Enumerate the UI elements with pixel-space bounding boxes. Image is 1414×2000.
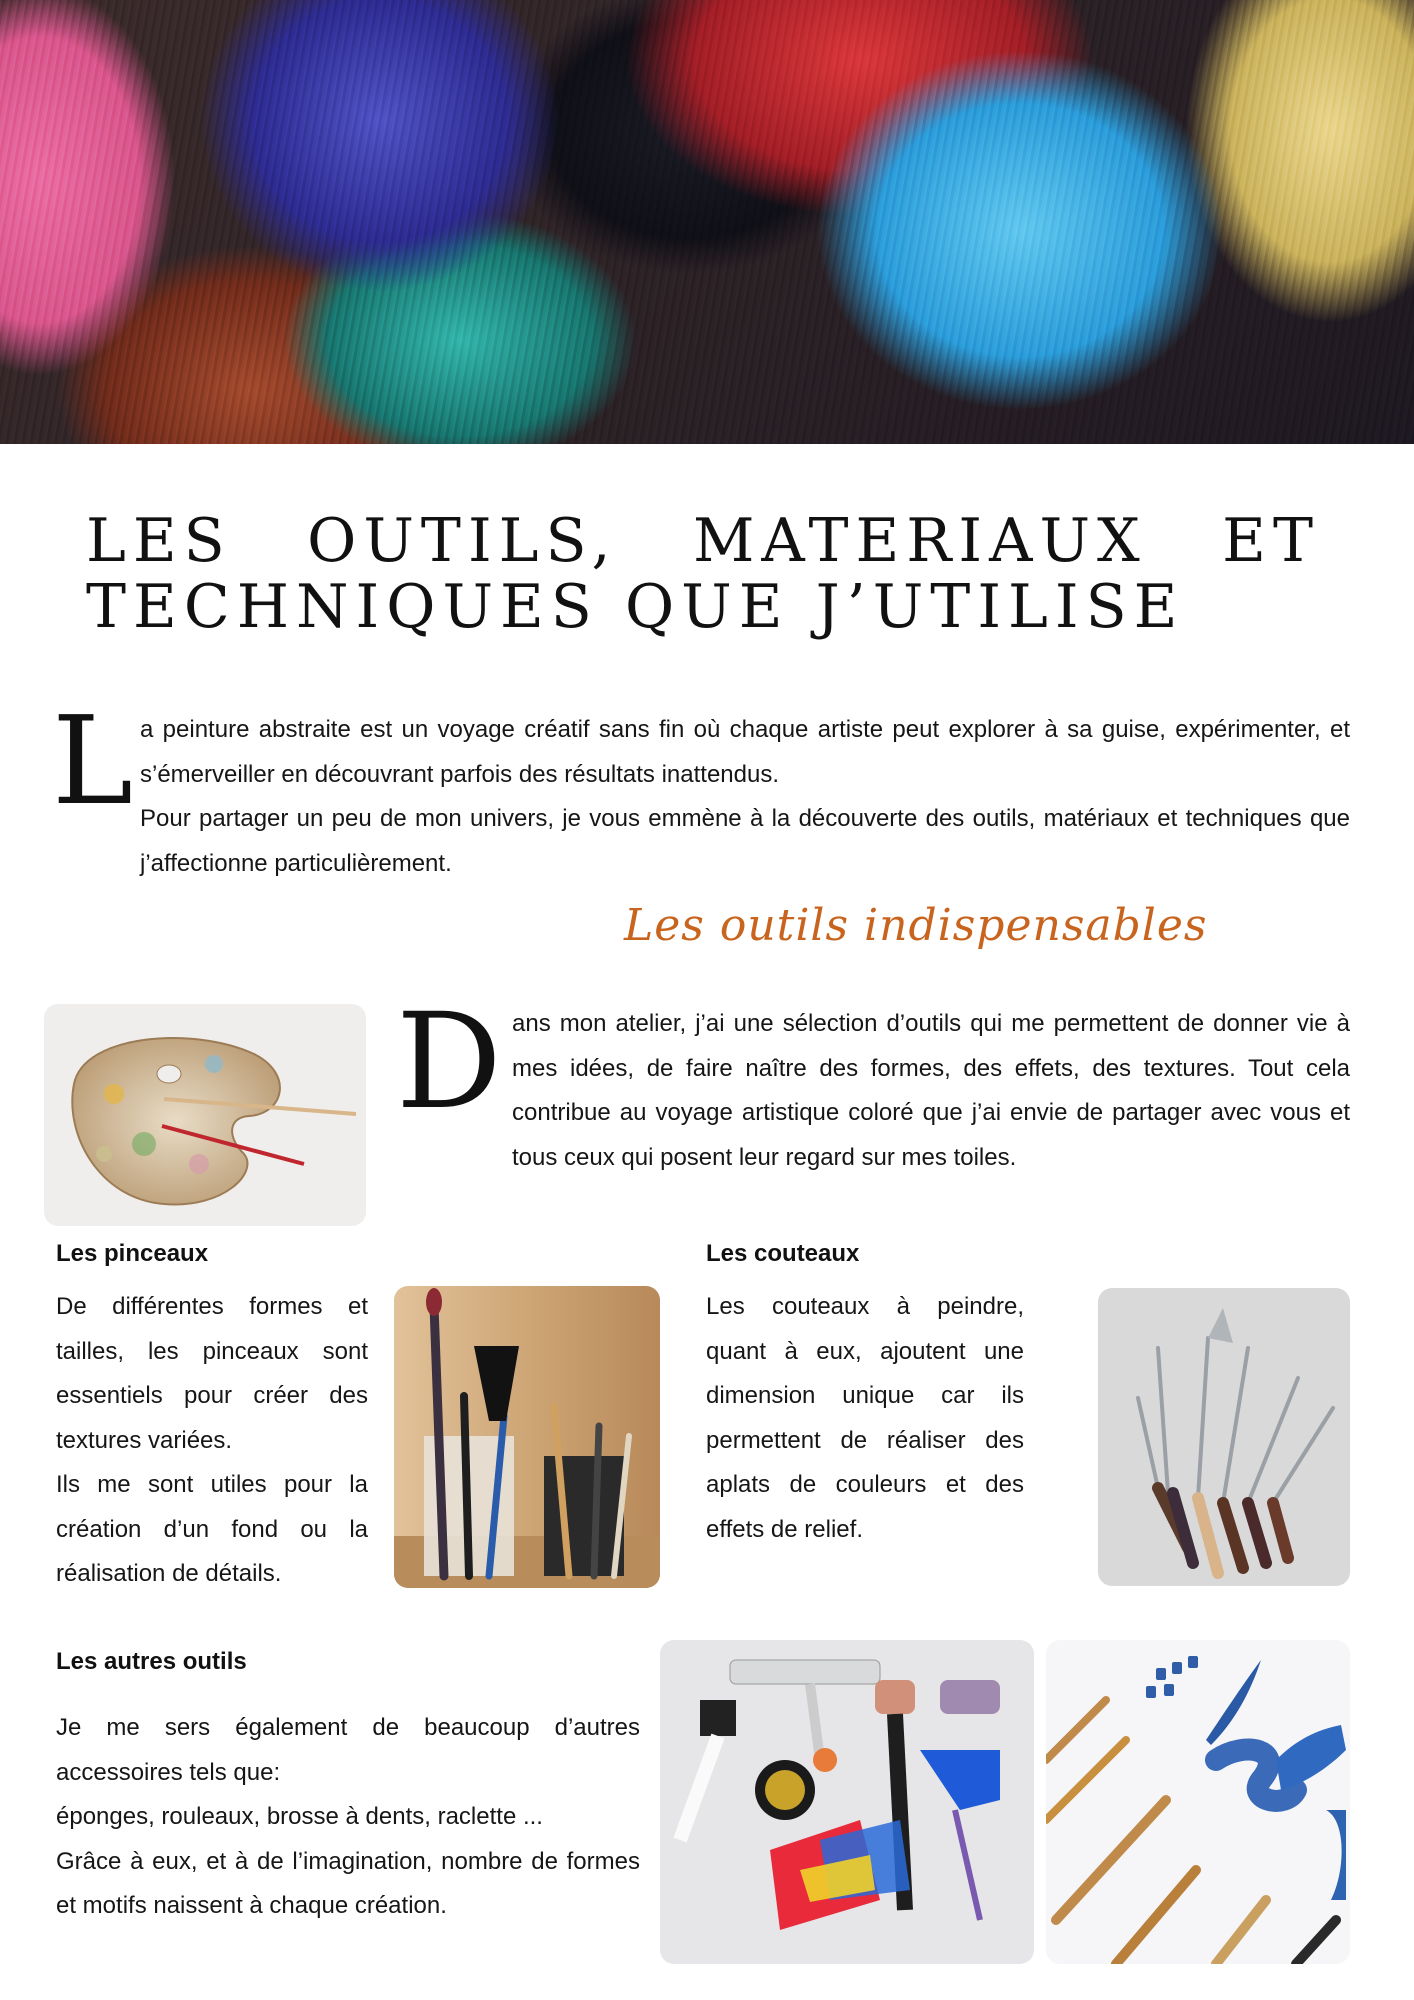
atelier-dropcap: D	[396, 985, 502, 1139]
autres-paragraph-3: Grâce à eux, et à de l’imagination, nombre de formes et motifs naissent à chaque création.	[56, 1847, 640, 1919]
intro-dropcap: L	[52, 690, 134, 832]
autres-paragraph-1: Je me sers également de beaucoup d’autres accessoires tels que:	[56, 1714, 640, 1786]
intro-line-2: Pour partager un peu de mon univers, je vous emmène à la découverte des outils, matériaux et techniques que j’affectionne particulièrement.	[140, 805, 1350, 877]
other-tools-photo	[660, 1640, 1034, 1964]
intro-paragraph	[140, 708, 1350, 886]
knives-illustration	[1098, 1288, 1350, 1586]
palette-photo	[44, 1004, 366, 1226]
palette-illustration	[44, 1004, 366, 1226]
pinceaux-text	[56, 1285, 368, 1597]
blue-strokes-illustration	[1046, 1640, 1350, 1964]
couteaux-heading: Les couteaux	[706, 1240, 860, 1267]
couteaux-text	[706, 1285, 1024, 1552]
brushes-jar-photo	[394, 1286, 660, 1588]
intro-line-1: a peinture abstraite est un voyage créatif sans fin où chaque artiste peut explorer à sa guise, expérimenter, et s’émerveiller en découvrant parfois des résultats inattendus.	[140, 716, 1350, 788]
brushes-blue-strokes-photo	[1046, 1640, 1350, 1964]
brushes-illustration	[394, 1286, 660, 1588]
atelier-paragraph: ans mon atelier, j’ai une sélection d’outils qui me permettent de donner vie à mes idées, de faire naître des formes, des effets, des textures. Tout cela contribue au voyage artistique coloré que j’ai envie de partager avec vous et tous ceux qui posent leur regard sur mes toiles.	[512, 1010, 1350, 1171]
autres-heading: Les autres outils	[56, 1648, 247, 1675]
pinceaux-paragraph-1: De différentes formes et tailles, les pinceaux sont essentiels pour créer des textures variées.	[56, 1293, 368, 1454]
pinceaux-heading: Les pinceaux	[56, 1240, 209, 1267]
hero-brushes-photo	[0, 0, 1414, 444]
pinceaux-paragraph-2: Ils me sont utiles pour la création d’un fond ou la réalisation de détails.	[56, 1471, 368, 1587]
palette-knives-photo	[1098, 1288, 1350, 1586]
section-heading-outils: Les outils indispensables	[624, 900, 1208, 951]
autres-paragraph-2: éponges, rouleaux, brosse à dents, raclette ...	[56, 1803, 543, 1830]
autres-text	[56, 1706, 640, 1929]
page-title: LES OUTILS, MATERIAUX ET TECHNIQUES QUE J’UTILISE	[86, 506, 1320, 642]
hero-bristle-texture	[0, 0, 1414, 444]
tools-illustration	[660, 1640, 1034, 1964]
couteaux-paragraph-1: Les couteaux à peindre, quant à eux, ajoutent une dimension unique car ils permettent de réaliser des aplats de couleurs et des effets de relief.	[706, 1293, 1024, 1543]
